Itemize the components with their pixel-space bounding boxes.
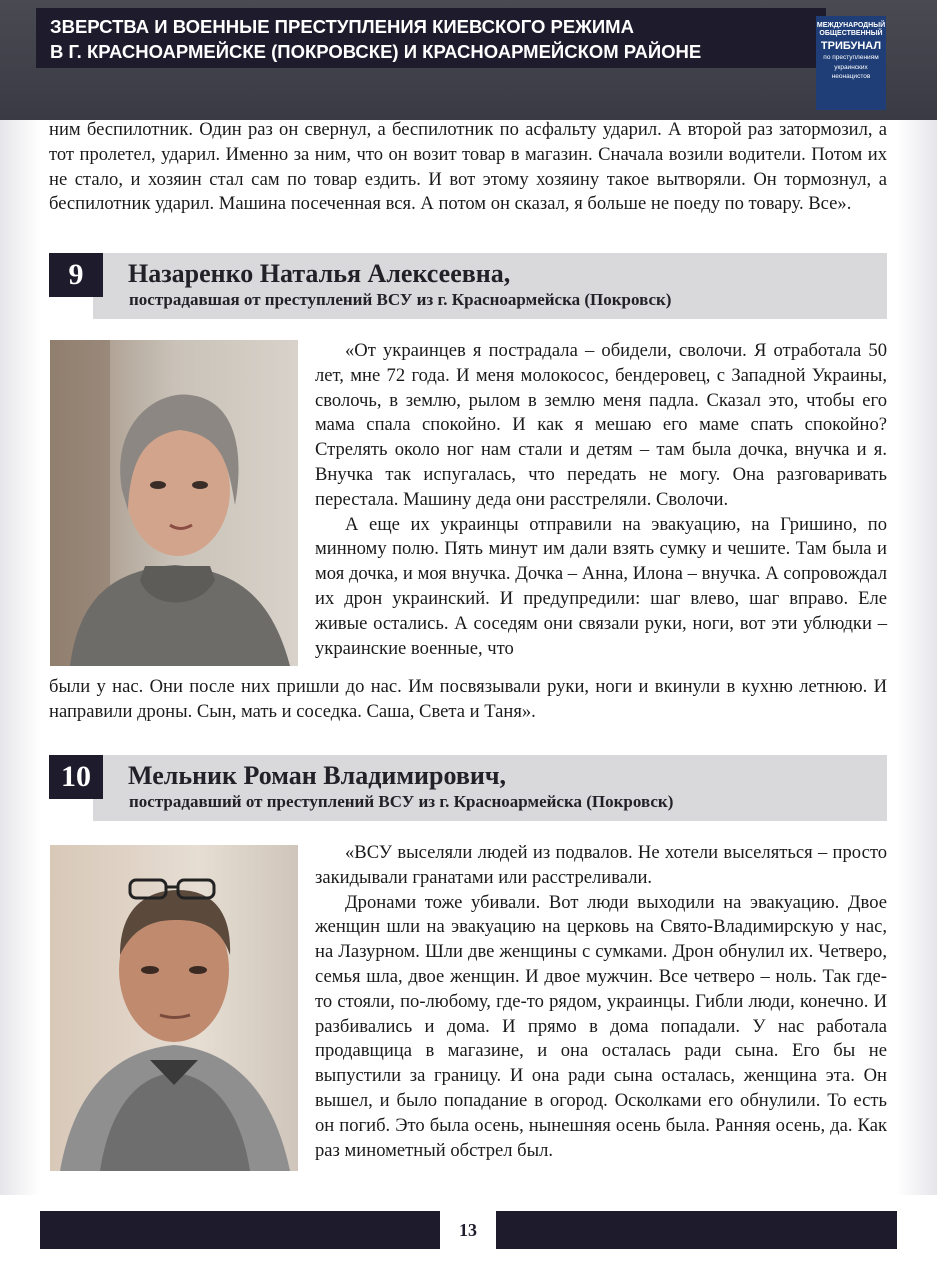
page-header [0, 0, 937, 120]
logo-line-4: по преступлениям [823, 54, 879, 61]
section-10-name: Мельник Роман Владимирович, [128, 761, 507, 790]
section-10-paragraph-1: «ВСУ выселяли людей из подвалов. Не хотели выселяться – просто закидывали гранатами или расстреливали. [315, 842, 887, 888]
section-9-name: Назаренко Наталья Алексеевна, [128, 259, 511, 288]
logo-line-2: ОБЩЕСТВЕННЫЙ [819, 30, 883, 37]
logo-line-5: украинских [834, 63, 868, 71]
header-title-line-2: В Г. КРАСНОАРМЕЙСКЕ (ПОКРОВСКЕ) И КРАСНОАРМЕЙСКОМ РАЙОНЕ [50, 41, 702, 62]
intro-block [49, 118, 887, 217]
footer-bar-right [496, 1211, 897, 1249]
footer-bar-left [40, 1211, 440, 1249]
section-10-paragraph-2: Дронами тоже убивали. Вот люди выходили на эвакуацию. Двое женщин шли на эвакуацию на церковь на Свято-Владимирскую у нас, на Лазурном. Шли две женщины с сумками. Дрон обнулил их. Четверо, семья шла, двое женщин. И двое мужчин. Все четверо – ноль. Так где-то стояли, по-любому, где-то рядом, украинцы. Гибли люди, конечно. И разбивались и дома. И прямо в дома попадали. У нас работала продавщица в магазине, и она осталась ради сына. Его бы не выпустили за границу. И она ради сына осталась, женщина эта. Он вышел, и было попадание в огород. Осколками его обнулили. То есть он погиб. Это была осень, нынешняя осень была. Ранняя осень, да. Как раз минометный обстрел был. [315, 891, 887, 1161]
portrait-photo-melnik [50, 845, 298, 1171]
logo-line-1: МЕЖДУНАРОДНЫЙ [816, 22, 886, 29]
section-10-subtitle: пострадавший от преступлений ВСУ из г. Красноармейска (Покровск) [129, 792, 674, 811]
section-10-text [315, 841, 887, 1163]
page-number: 13 [459, 1220, 477, 1240]
logo-line-6: неонацистов [831, 73, 871, 80]
header-title [50, 8, 810, 76]
left-margin-shade [0, 120, 40, 1200]
section-10-number: 10 [49, 755, 103, 799]
section-9-subtitle: пострадавшая от преступлений ВСУ из г. Красноармейска (Покровск) [129, 290, 672, 309]
section-9-heading [49, 253, 887, 323]
section-9-number: 9 [49, 253, 103, 297]
header-title-line-1: ЗВЕРСТВА И ВОЕННЫЕ ПРЕСТУПЛЕНИЯ КИЕВСКОГО РЕЖИМА [50, 16, 634, 37]
section-9-paragraph-1: «От украинцев я пострадала – обидели, сволочи. Я отработала 50 лет, мне 72 года. И меня молокосос, бендеровец, с Западной Украины, сволочь, в землю, рылом в землю меня падла. Сказал это, чтобы его мама спала спокойно. И как я мешаю его маме спать спокойно? Стрелять около ног нам стали и детям – там была дочка, внучка и я. Внучка так испугалась, что передать не могу. Она разговаривать перестала. Машину деда они расстреляли. Сволочи. [315, 340, 887, 510]
intro-paragraph: ним беспилотник. Один раз он свернул, а беспилотник по асфальту ударил. А второй раз затормозил, а тот пролетел, ударил. Именно за ним, что он возит товар в магазин. Сначала возили водители. Потом их не стало, и хозяин стал сам по товар ездить. И вот этому хозяину такое вытворяли. Он тормознул, а беспилотник ударил. Машина посеченная вся. А потом он сказал, я больше не поеду по товару. Все». [49, 119, 887, 215]
logo-line-3: ТРИБУНАЛ [820, 40, 882, 52]
portrait-photo-nazarenko [50, 340, 298, 666]
section-10-heading [49, 755, 887, 825]
section-9-paragraph-2: А еще их украинцы отправили на эвакуацию, на Гришино, по минному полю. Пять минут им дали взять сумку и чешите. Там была и моя дочка, и моя внучка. Дочка – Анна, Илона – внучка. А сопровождал их дрон украинский. И предупредили: шаг влево, шаг вправо. Еле живые остались. А соседям они связали руки, ноги, вот эти ублюдки – украинские военные, что [315, 513, 887, 659]
right-margin-shade [897, 120, 937, 1200]
section-9-text-right [315, 339, 887, 661]
section-9-text-full [49, 675, 887, 725]
section-9-paragraph-3: были у нас. Они после них пришли до нас. Им посвязывали руки, ноги и вкинули в кухню летнюю. И направили дроны. Сын, мать и соседка. Саша, Света и Таня». [49, 676, 887, 722]
page-footer [0, 1195, 937, 1280]
tribunal-logo [816, 16, 886, 110]
